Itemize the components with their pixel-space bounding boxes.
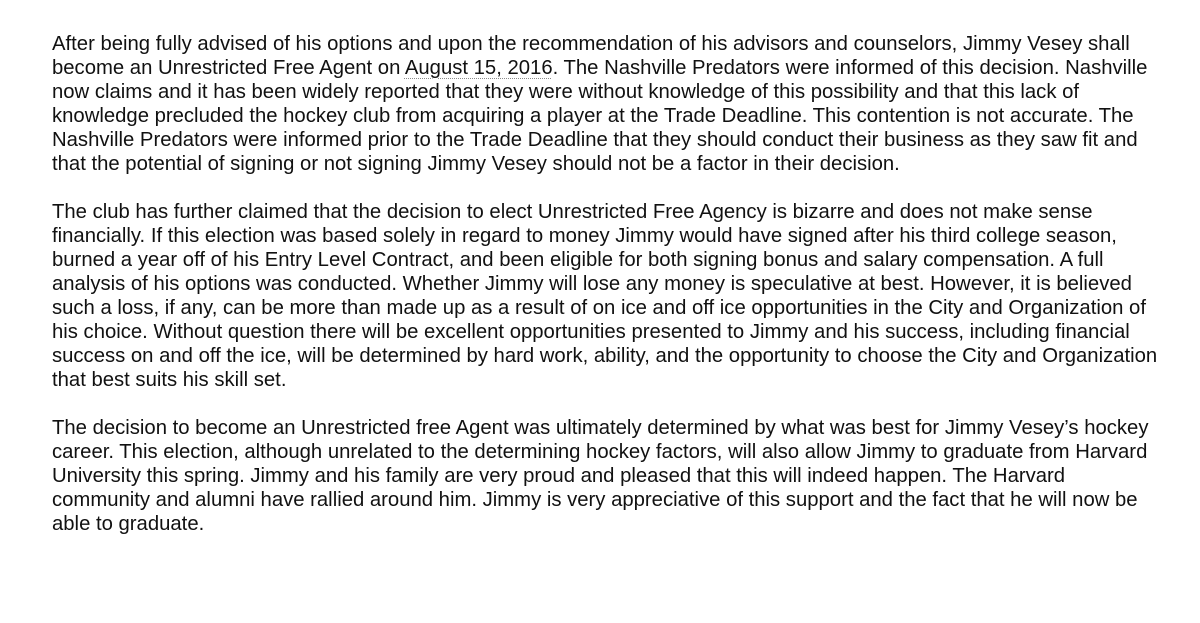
- paragraph-1: [52, 32, 1162, 176]
- paragraph-1-opening: After being fully advised of his options and upon the recommendation of his advisors and counselors, Jimmy Vesey shall become an Unrestricted Free Agent on: [52, 33, 1130, 79]
- paragraph-1-continuation: . The Nashville Predators were informed of this decision. Nashville now claims and it has been widely reported that they were without knowledge of this possibility and that this lack of knowledge precluded the hockey club from acquiring a player at the Trade Deadline. This contention is not accurate. The Nashville Predators were informed prior to the Trade Deadline that they should conduct their business as they saw fit and that the potential of signing or not signing Jimmy Vesey should not be a factor in their decision.: [52, 57, 1148, 175]
- statement-document: [52, 32, 1162, 560]
- free-agency-date[interactable]: August 15, 2016: [404, 57, 553, 79]
- paragraph-2: The club has further claimed that the decision to elect Unrestricted Free Agency is bizarre and does not make sense financially. If this election was based solely in regard to money Jimmy would have signed after his third college season, burned a year off of his Entry Level Contract, and been eligible for both signing bonus and salary compensation. A full analysis of his options was conducted. Whether Jimmy will lose any money is speculative at best. However, it is believed such a loss, if any, can be more than made up as a result of on ice and off ice opportunities in the City and Organization of his choice. Without question there will be excellent opportunities presented to Jimmy and his success, including financial success on and off the ice, will be determined by hard work, ability, and the opportunity to choose the City and Organization that best suits his skill set.: [52, 201, 1158, 391]
- paragraph-3: The decision to become an Unrestricted free Agent was ultimately determined by what was best for Jimmy Vesey’s hockey career. This election, although unrelated to the determining hockey factors, will also allow Jimmy to graduate from Harvard University this spring. Jimmy and his family are very proud and pleased that this will indeed happen. The Harvard community and alumni have rallied around him. Jimmy is very appreciative of this support and the fact that he will now be able to graduate.: [52, 417, 1149, 535]
